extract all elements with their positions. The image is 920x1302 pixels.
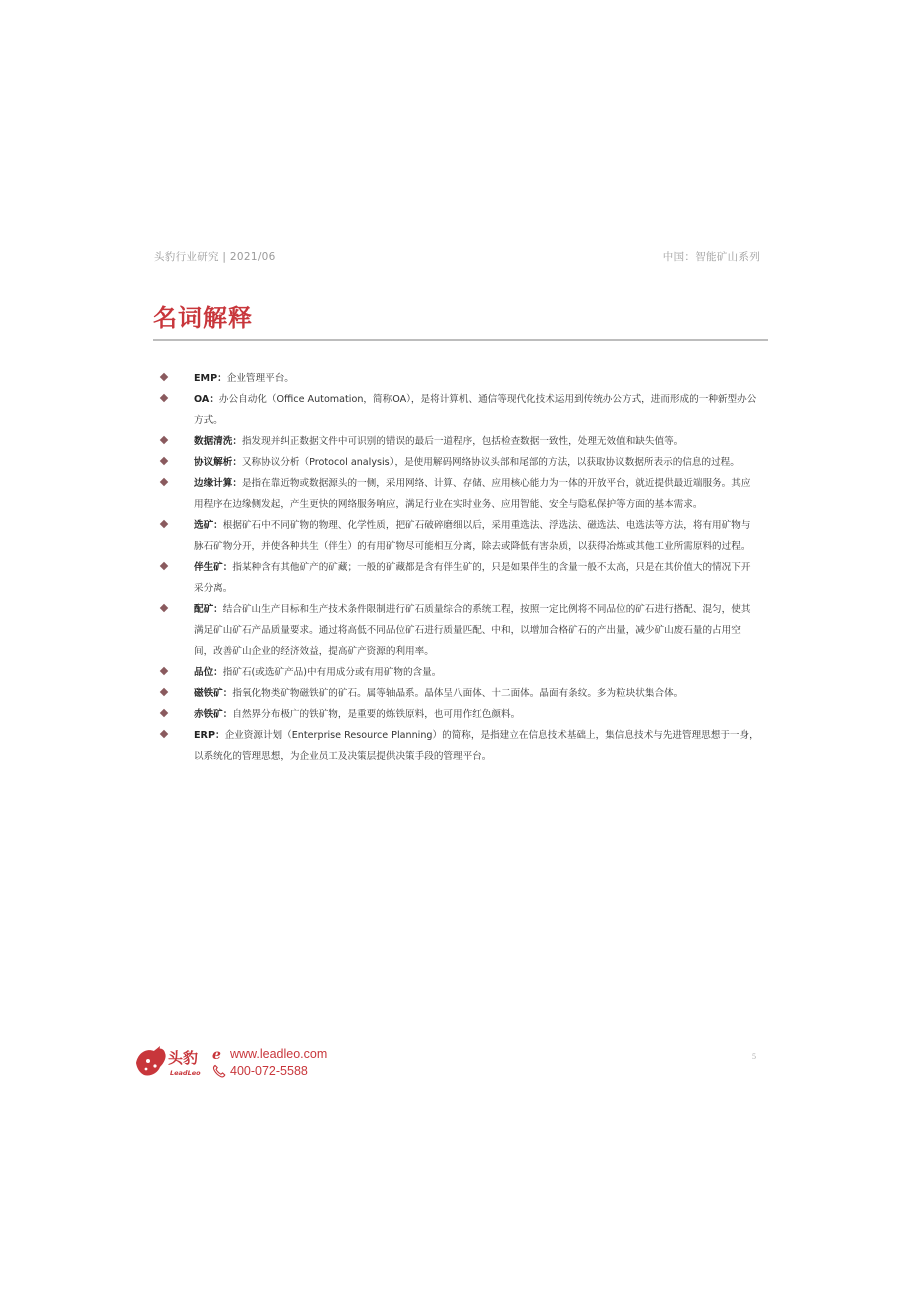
header-series-title: 中国：智能矿山系列 — [662, 251, 760, 263]
glossary-definition: 指矿石(或选矿产品)中有用成分或有用矿物的含量。 — [222, 667, 442, 678]
glossary-definition: 企业资源计划（Enterprise Resource Planning）的简称，是指建立在信息技术基础上，集信息技术与先进管理思想于一身，以系统化的管理思想，为企业员工及决策层提供决策手段的管理平台。 — [194, 730, 759, 762]
diamond-bullet-icon — [160, 520, 168, 528]
title-divider — [153, 339, 768, 341]
glossary-entry — [160, 368, 760, 389]
glossary-term: 配矿： — [194, 604, 223, 615]
phone-number: 400-072-5588 — [230, 1063, 308, 1078]
glossary-definition: 根据矿石中不同矿物的物理、化学性质，把矿石破碎磨细以后，采用重选法、浮选法、磁选法、电选法等方法，将有用矿物与脉石矿物分开，并使各种共生（伴生）的有用矿物尽可能相互分离，除去或降低有害杂质，以获得冶炼或其他工业所需原料的过程。 — [194, 520, 751, 552]
page-number: 5 — [752, 1052, 756, 1061]
glossary-entry — [160, 704, 760, 725]
glossary-definition: 结合矿山生产目标和生产技术条件限制进行矿石质量综合的系统工程，按照一定比例将不同品位的矿石进行搭配、混匀，使其满足矿山矿石产品质量要求。通过将高低不同品位矿石进行质量匹配、中和，以增加合格矿石的产出量，减少矿山废石量的占用空间，改善矿山企业的经济效益，提高矿产资源的利用率。 — [194, 604, 751, 657]
glossary-definition: 指某种含有其他矿产的矿藏；一般的矿藏都是含有伴生矿的，只是如果伴生的含量一般不太高，只是在其价值大的情况下开采分离。 — [194, 562, 751, 594]
glossary-definition: 企业管理平台。 — [226, 373, 294, 384]
diamond-bullet-icon — [160, 730, 168, 738]
glossary-term: 赤铁矿： — [194, 709, 233, 720]
glossary-definition: 指氧化物类矿物磁铁矿的矿石。属等轴晶系。晶体呈八面体、十二面体。晶面有条纹。多为粒块状集合体。 — [232, 688, 684, 699]
glossary-entry — [160, 662, 760, 683]
glossary-term: 伴生矿： — [194, 562, 233, 573]
diamond-bullet-icon — [160, 709, 168, 717]
glossary-entry — [160, 557, 760, 599]
glossary-entry — [160, 431, 760, 452]
glossary-entry — [160, 725, 760, 767]
glossary-entry — [160, 389, 760, 431]
glossary-term: 品位： — [194, 667, 223, 678]
page-title: 名词解释 — [153, 304, 253, 332]
glossary-definition: 又称协议分析（Protocol analysis），是使用解码网络协议头部和尾部的方法，以获取协议数据所表示的信息的过程。 — [241, 457, 740, 468]
phone-icon — [212, 1064, 226, 1078]
glossary-definition: 自然界分布极广的铁矿物，是重要的炼铁原料，也可用作红色颜料。 — [232, 709, 521, 720]
glossary-term: ERP： — [194, 730, 225, 741]
header-report-info: 头豹行业研究 | 2021/06 — [154, 251, 276, 263]
diamond-bullet-icon — [160, 604, 168, 612]
diamond-bullet-icon — [160, 457, 168, 465]
glossary-entry — [160, 452, 760, 473]
website-link[interactable]: www.leadleo.com — [230, 1046, 328, 1061]
glossary-definition: 是指在靠近物或数据源头的一侧，采用网络、计算、存储、应用核心能力为一体的开放平台，就近提供最近端服务。其应用程序在边缘侧发起，产生更快的网络服务响应，满足行业在实时业务、应用智能、安全与隐私保护等方面的基本需求。 — [194, 478, 751, 510]
glossary-definition: 办公自动化（Office Automation，简称OA），是将计算机、通信等现代化技术运用到传统办公方式，进而形成的一种新型办公方式。 — [194, 394, 757, 426]
diamond-bullet-icon — [160, 667, 168, 675]
glossary-entry — [160, 683, 760, 704]
diamond-bullet-icon — [160, 436, 168, 444]
diamond-bullet-icon — [160, 562, 168, 570]
glossary-term: OA： — [194, 394, 219, 405]
glossary-term: 磁铁矿： — [194, 688, 233, 699]
glossary-term: 协议解析： — [194, 457, 242, 468]
glossary-term: EMP： — [194, 373, 227, 384]
logo-chinese-text: 头豹 — [168, 1049, 199, 1067]
glossary-term: 选矿： — [194, 520, 223, 531]
glossary-term: 数据清洗： — [194, 436, 242, 447]
diamond-bullet-icon — [160, 394, 168, 402]
svg-text:e: e — [212, 1046, 221, 1061]
footer-contact — [212, 1045, 327, 1079]
glossary-term: 边缘计算： — [194, 478, 242, 489]
web-e-icon — [212, 1047, 226, 1061]
phone-row — [212, 1062, 327, 1079]
diamond-bullet-icon — [160, 688, 168, 696]
glossary-list — [160, 368, 760, 767]
website-row — [212, 1045, 327, 1062]
diamond-bullet-icon — [160, 373, 168, 381]
glossary-definition: 指发现并纠正数据文件中可识别的错误的最后一道程序，包括检查数据一致性，处理无效值和缺失值等。 — [241, 436, 684, 447]
glossary-entry — [160, 515, 760, 557]
glossary-entry — [160, 473, 760, 515]
glossary-entry — [160, 599, 760, 662]
diamond-bullet-icon — [160, 478, 168, 486]
logo-english-text: LeadLeo — [170, 1069, 201, 1077]
